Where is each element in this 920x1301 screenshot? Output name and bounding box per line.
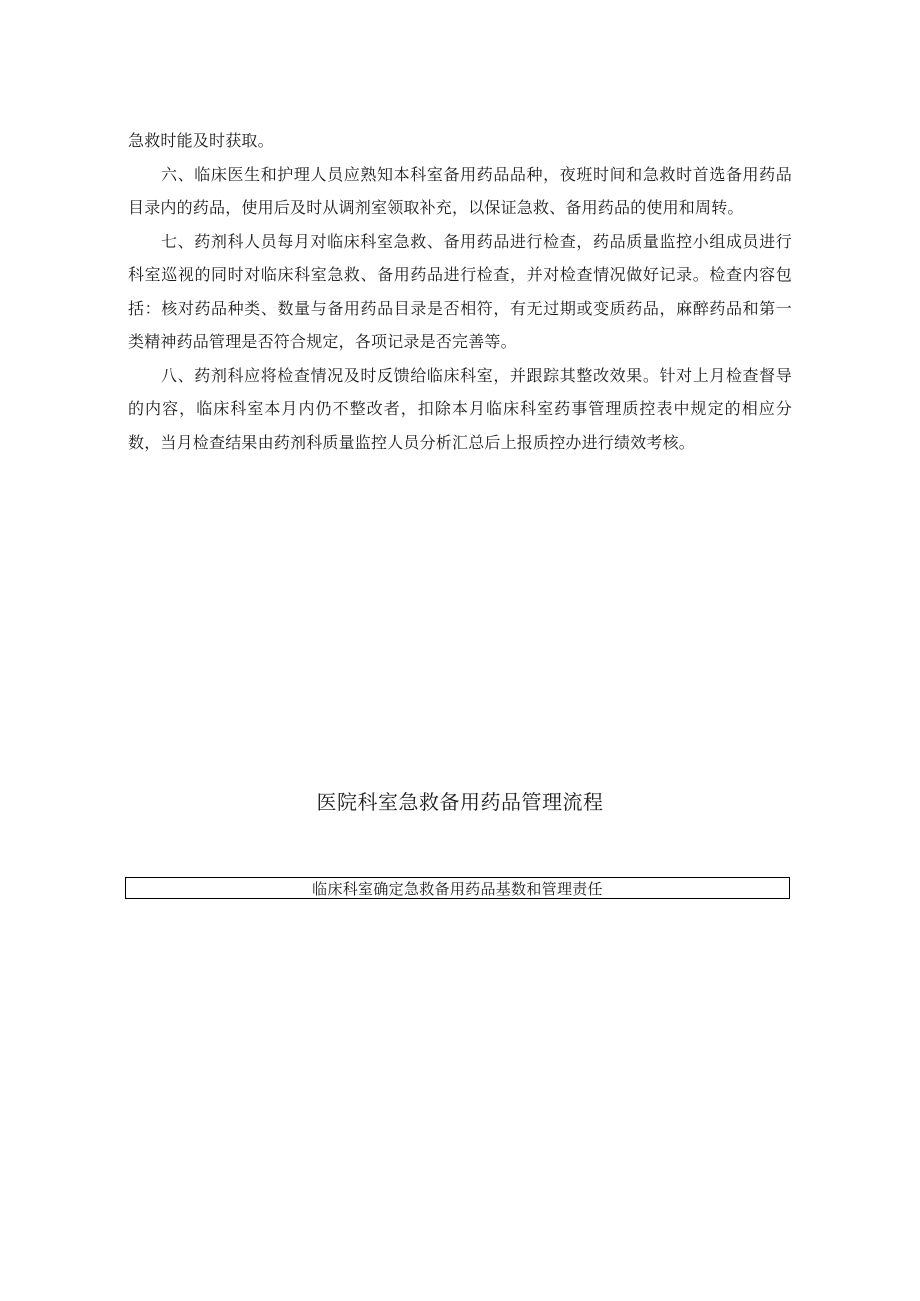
- paragraph-item-8: 八、药剂科应将检查情况及时反馈给临床科室，并跟踪其整改效果。针对上月检查督导的内容，临床科室本月内仍不整改者，扣除本月临床科室药事管理质控表中规定的相应分数，当月检查结果由药剂科质量监控人员分析汇总后上报质控办进行绩效考核。: [128, 365, 792, 452]
- paragraph-item-6: 六、临床医生和护理人员应熟知本科室备用药品品种，夜班时间和急救时首选备用药品目录内的药品，使用后及时从调剂室领取补充，以保证急救、备用药品的使用和周转。: [128, 164, 792, 217]
- body-text: [128, 124, 792, 459]
- paragraph-item-7: 七、药剂科人员每月对临床科室急救、备用药品进行检查，药品质量监控小组成员进行科室巡视的同时对临床科室急救、备用药品进行检查，并对检查情况做好记录。检查内容包括：核对药品种类、数量与备用药品目录是否相符，有无过期或变质药品，麻醉药品和第一类精神药品管理是否符合规定，各项记录是否完善等。: [128, 231, 792, 351]
- paragraph-continuation: 急救时能及时获取。: [128, 131, 274, 150]
- flowchart-title: 医院科室急救备用药品管理流程: [316, 790, 604, 814]
- flowchart-step-1: 临床科室确定急救备用药品基数和管理责任: [125, 877, 790, 899]
